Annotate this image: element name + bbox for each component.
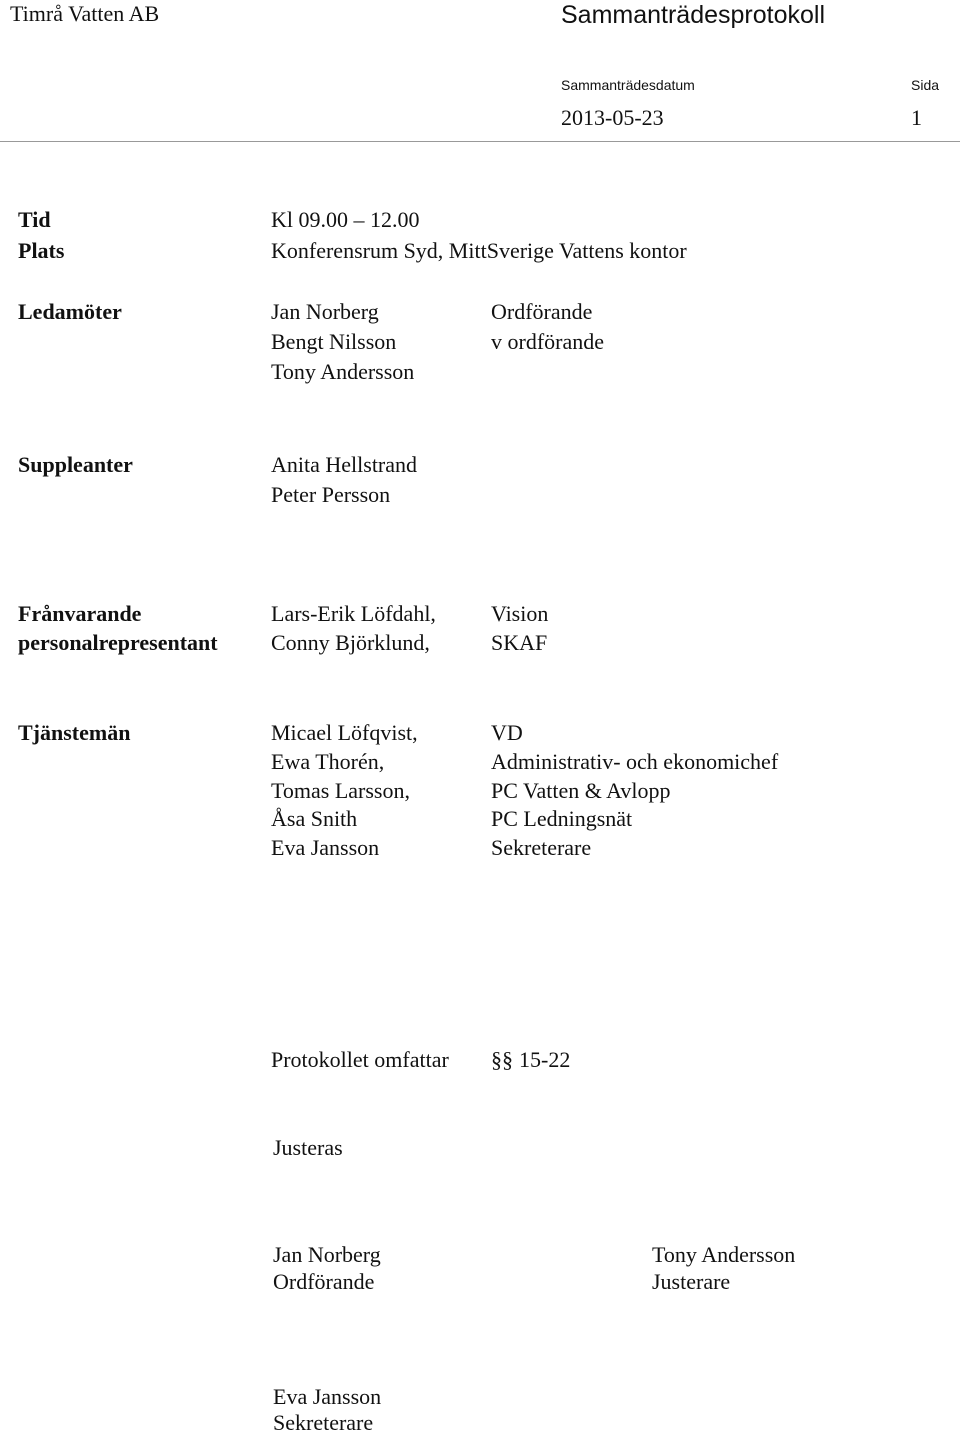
member-role: v ordförande <box>491 329 605 354</box>
adjusted-label: Justeras <box>273 1135 343 1160</box>
header-divider <box>0 141 960 142</box>
official-title: Sekreterare <box>491 835 592 860</box>
members-label: Ledamöter <box>18 299 122 324</box>
page-number: 1 <box>911 105 922 130</box>
official-title: Administrativ- och ekonomichef <box>491 749 779 774</box>
official-title: PC Vatten & Avlopp <box>491 778 671 803</box>
time-label: Tid <box>18 207 51 232</box>
absent-org: SKAF <box>491 630 548 655</box>
page-label: Sida <box>911 77 940 93</box>
member-name: Jan Norberg <box>271 299 379 324</box>
member-role: Ordförande <box>491 299 593 324</box>
official-name: Ewa Thorén, <box>271 749 385 774</box>
substitute-name: Anita Hellstrand <box>271 452 418 477</box>
signature-name: Tony Andersson <box>652 1242 796 1267</box>
official-name: Micael Löfqvist, <box>271 720 418 745</box>
place-label: Plats <box>18 238 65 263</box>
place-value: Konferensrum Syd, MittSverige Vattens kontor <box>271 238 687 263</box>
protocol-sections: 15-22 <box>519 1047 571 1072</box>
substitutes-label: Suppleanter <box>18 452 133 477</box>
date-label: Sammanträdesdatum <box>561 77 695 93</box>
absent-label: Frånvarande <box>18 601 142 626</box>
officials-label: Tjänstemän <box>18 720 131 745</box>
company-name: Timrå Vatten AB <box>10 1 160 26</box>
signature-role: Ordförande <box>273 1269 375 1294</box>
official-name: Eva Jansson <box>271 835 380 860</box>
substitute-name: Peter Persson <box>271 482 391 507</box>
document-title: Sammanträdesprotokoll <box>561 1 826 29</box>
official-title: PC Ledningsnät <box>491 806 633 831</box>
signature-name: Eva Jansson <box>273 1384 382 1409</box>
absent-name: Conny Björklund, <box>271 630 430 655</box>
official-name: Åsa Snith <box>271 806 358 831</box>
signature-role: Justerare <box>652 1269 731 1294</box>
member-name: Bengt Nilsson <box>271 329 397 354</box>
signature-name: Jan Norberg <box>273 1242 381 1267</box>
section-sign: §§ <box>491 1047 513 1072</box>
time-value: Kl 09.00 – 12.00 <box>271 207 420 232</box>
meeting-date: 2013-05-23 <box>561 105 664 130</box>
absent-name: Lars-Erik Löfdahl, <box>271 601 436 626</box>
member-name: Tony Andersson <box>271 359 415 384</box>
official-title: VD <box>491 720 523 745</box>
absent-label-line2: personalrepresentant <box>18 630 218 655</box>
signature-role: Sekreterare <box>273 1410 374 1435</box>
official-name: Tomas Larsson, <box>271 778 410 803</box>
absent-org: Vision <box>491 601 549 626</box>
protocol-covers-label: Protokollet omfattar <box>271 1047 449 1072</box>
